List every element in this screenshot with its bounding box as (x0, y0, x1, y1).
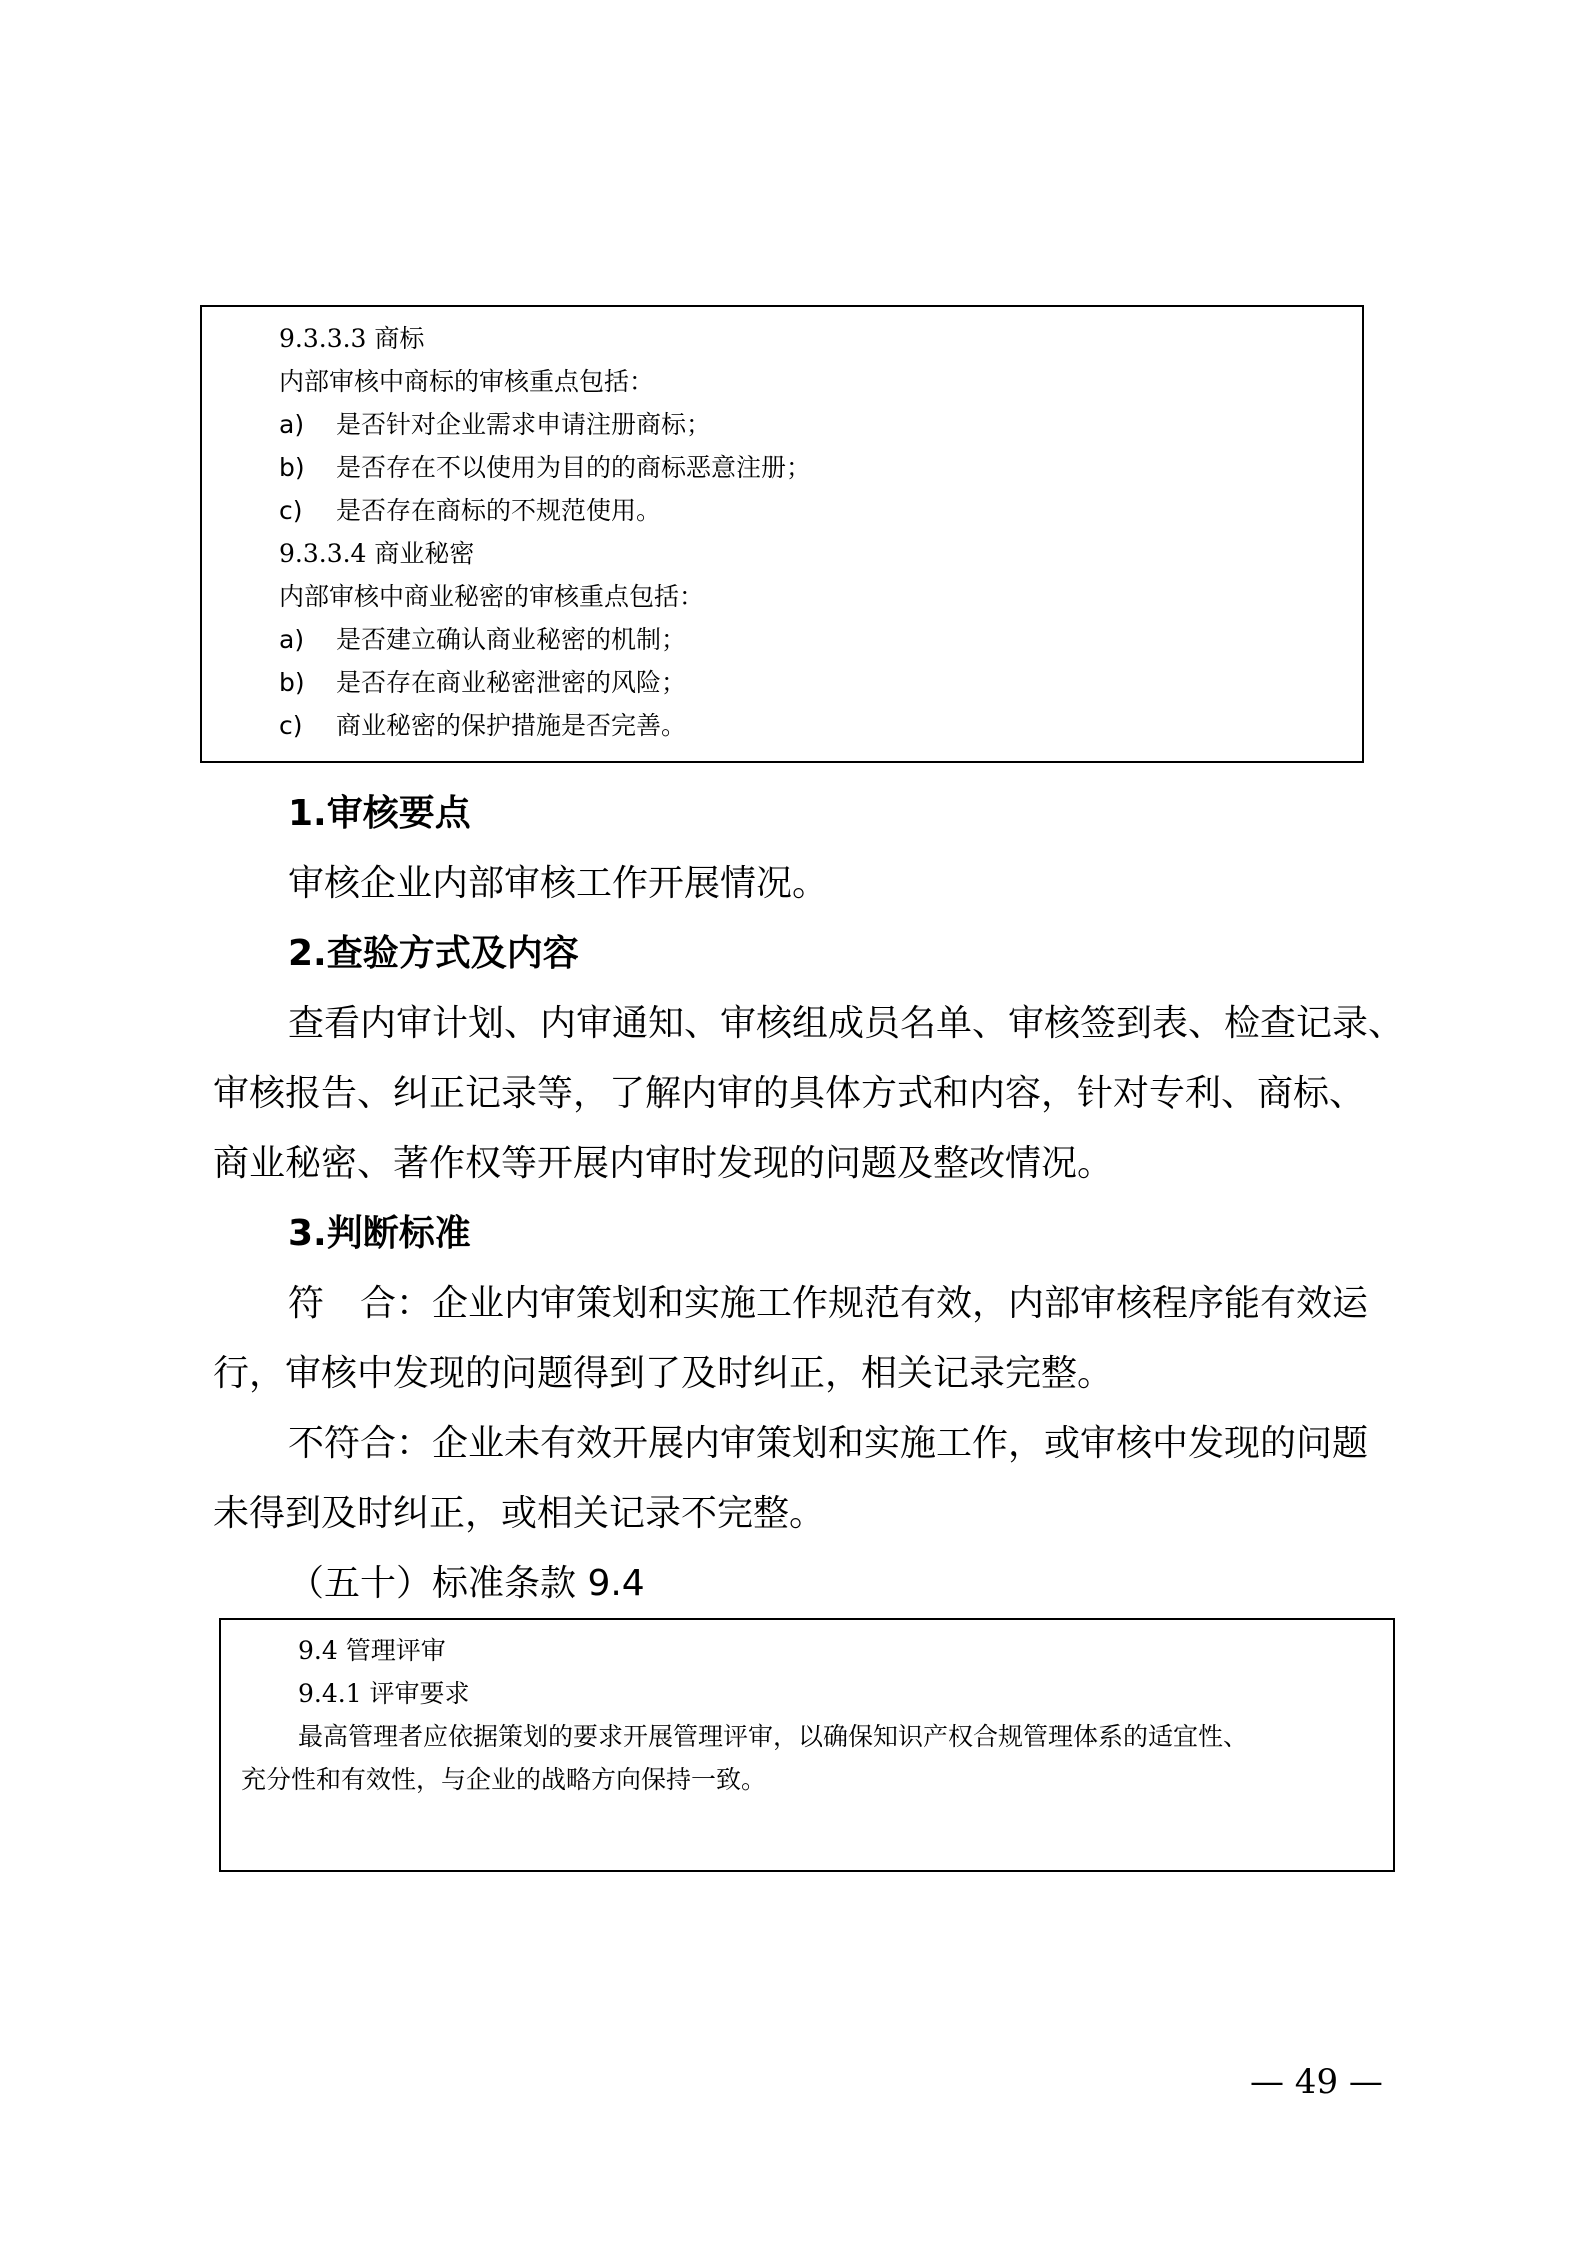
list-item (279, 711, 686, 741)
clause-heading-9-4-1: 9.4.1 评审要求 (298, 1679, 470, 1708)
list-item-label: c) (279, 711, 303, 740)
paragraph-line: 不符合：企业未有效开展内审策划和实施工作，或审核中发现的问题 (288, 1423, 1369, 1464)
list-item-label: b) (279, 453, 305, 482)
list-item-text: 商业秘密的保护措施是否完善。 (336, 711, 687, 740)
list-item-text: 是否存在商业秘密泄密的风险； (336, 668, 687, 697)
paragraph-line: 未得到及时纠正，或相关记录不完整。 (213, 1493, 826, 1534)
list-item (279, 625, 686, 655)
list-item-text: 是否针对企业需求申请注册商标； (336, 410, 712, 439)
list-item-label: b) (279, 668, 305, 697)
paragraph-line: 行，审核中发现的问题得到了及时纠正，相关记录完整。 (213, 1353, 1114, 1394)
section-heading-criteria: 3.判断标准 (288, 1213, 471, 1254)
clause-intro-trade-secret: 内部审核中商业秘密的审核重点包括： (279, 582, 705, 611)
clause-heading-9-3-3-4: 9.3.3.4 商业秘密 (279, 539, 475, 568)
list-item-label: c) (279, 496, 303, 525)
list-item (279, 496, 661, 526)
list-item (279, 453, 811, 483)
paragraph-line: 商业秘密、著作权等开展内审时发现的问题及整改情况。 (213, 1143, 1114, 1184)
page-number: — 49 — (1250, 2062, 1383, 2102)
list-item (279, 410, 711, 440)
section-heading-verification: 2.查验方式及内容 (288, 933, 579, 974)
clause-intro-trademark: 内部审核中商标的审核重点包括： (279, 367, 655, 396)
list-item-label: a) (279, 625, 305, 654)
clause-box-9-3-3 (200, 305, 1364, 763)
clause-box-9-4 (219, 1618, 1395, 1872)
list-item-text: 是否存在不以使用为目的的商标恶意注册； (336, 453, 812, 482)
list-item-text: 是否建立确认商业秘密的机制； (336, 625, 687, 654)
list-item (279, 668, 686, 698)
section-heading-audit-points: 1.审核要点 (288, 793, 471, 834)
paragraph-audit-points: 审核企业内部审核工作开展情况。 (288, 863, 829, 904)
paragraph-line: 审核报告、纠正记录等，了解内审的具体方式和内容，针对专利、商标、 (213, 1073, 1366, 1114)
paragraph-line: 符 合：企业内审策划和实施工作规范有效，内部审核程序能有效运 (288, 1283, 1369, 1324)
paragraph-line: 查看内审计划、内审通知、审核组成员名单、审核签到表、检查记录、 (288, 1003, 1405, 1044)
list-item-label: a) (279, 410, 305, 439)
section-title-clause-9-4: （五十）标准条款 9.4 (288, 1563, 645, 1604)
list-item-text: 是否存在商标的不规范使用。 (336, 496, 662, 525)
paragraph-line: 充分性和有效性，与企业的战略方向保持一致。 (241, 1765, 767, 1794)
clause-heading-9-4: 9.4 管理评审 (298, 1636, 446, 1665)
clause-heading-9-3-3-3: 9.3.3.3 商标 (279, 324, 425, 353)
paragraph-line: 最高管理者应依据策划的要求开展管理评审，以确保知识产权合规管理体系的适宜性、 (298, 1722, 1249, 1751)
